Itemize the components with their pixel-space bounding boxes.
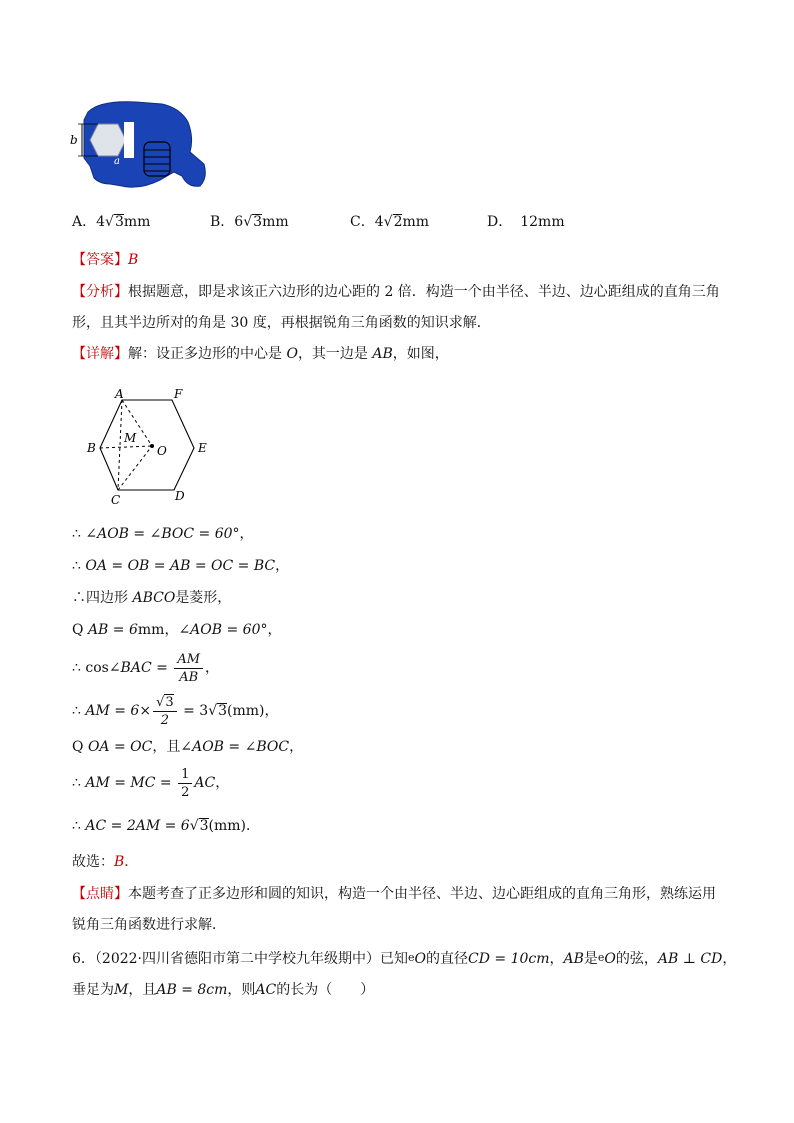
step-4: Q AB = 6mm，∠AOB = 60°，: [72, 622, 282, 638]
analysis-tag: 【分析】: [72, 284, 128, 300]
step-2: ∴ OA = OB = AB = OC = BC，: [72, 558, 290, 574]
hex-label-F: F: [174, 387, 183, 401]
option-b: B．6√3mm: [210, 214, 289, 230]
answer-tag: 【答案】: [72, 252, 128, 268]
comment-line-2: 锐角三角函数进行求解．: [72, 917, 226, 933]
sqrt-option-b: 3: [253, 214, 263, 230]
option-c: C．4√2mm: [350, 214, 430, 230]
segment-BO: [100, 446, 152, 448]
option-a: A．4√3mm: [72, 214, 151, 230]
sqrt-sign-icon: √: [189, 818, 199, 834]
step-3: ∴四边形 ABCO是菱形，: [72, 590, 232, 606]
hex-label-A: A: [115, 387, 124, 401]
hex-label-D: D: [175, 489, 185, 503]
answer-value: B: [128, 252, 139, 268]
hexagon-outline: [100, 400, 194, 490]
sqrt-option-c: 2: [393, 214, 403, 230]
sqrt-option-a: 3: [114, 214, 124, 230]
analysis-line-1: 【分析】根据题意，即是求该正六边形的边心距的 2 倍．构造一个由半径、半边、边心距组成的直角三角: [72, 284, 720, 300]
fraction-am-ab: $\frac{AM}{AB}$: [174, 651, 203, 686]
wrench-label-a: a: [114, 156, 120, 167]
step-9: ∴ AC = 2AM = 6√3(mm)．: [72, 818, 261, 834]
hexagon-figure: [80, 382, 220, 508]
analysis-line-2: 形，且其半边所对的角是 30 度，再根据锐角三角函数的知识求解．: [72, 315, 491, 331]
step-6: ∴ AM = 6× $\frac{√3}{2}$ = 3√3(mm)，: [72, 694, 279, 728]
hex-label-B: B: [87, 441, 96, 455]
wrench-label-b: b: [70, 133, 78, 147]
hex-nut-shape: [90, 124, 126, 156]
fraction-sqrt3-2: $\frac{√3}{2}$: [153, 694, 177, 729]
sqrt-sign-icon: √: [243, 214, 253, 230]
comment-line-1: 【点睛】本题考查了正多边形和圆的知识，构造一个由半径、半边、边心距组成的直角三角形，熟练运用: [72, 886, 716, 902]
sqrt-sign-icon: √: [208, 703, 218, 719]
sqrt-sign-icon: √: [383, 214, 393, 230]
step-8: ∴ AM = MC = $\frac{1}{2}$ AC，: [72, 766, 230, 800]
hex-label-C: C: [111, 493, 121, 507]
segment-AC: [118, 400, 122, 490]
question-6-line-2: 垂足为M，且AB = 8cm，则AC的长为（ ）: [72, 982, 375, 998]
sqrt-sign-icon: √: [156, 694, 165, 710]
segment-CO: [118, 446, 152, 490]
choice-line: 故选：B．: [72, 854, 139, 870]
fraction-1-2: $\frac{1}{2}$: [178, 766, 192, 801]
hex-label-M: M: [124, 431, 137, 445]
hex-label-O: O: [157, 444, 167, 458]
detail-tag: 【详解】: [72, 346, 128, 362]
sqrt-sign-icon: √: [105, 214, 114, 230]
question-6-line-1: 6．（2022·四川省德阳市第二中学校九年级期中）已知eO的直径CD = 10cm，AB是eO的弦，AB ⊥ CD，: [72, 951, 737, 967]
option-d: D． 12mm: [487, 214, 565, 230]
wrench-figure: [70, 100, 210, 192]
detail-intro: 【详解】解：设正多边形的中心是 O，其一边是 AB，如图，: [72, 346, 449, 362]
answer-line: [72, 250, 138, 270]
center-point-O: [150, 444, 154, 448]
jaw-slot-shape: [124, 122, 134, 158]
hex-label-E: E: [198, 441, 207, 455]
step-7: Q OA = OC，且∠AOB = ∠BOC，: [72, 739, 304, 755]
step-1: ∴ ∠AOB = ∠BOC = 60°，: [72, 526, 254, 542]
comment-tag: 【点睛】: [72, 886, 128, 902]
sqrt-step-9: 3: [199, 818, 209, 834]
step-5: ∴ cos∠BAC = $\frac{AM}{AB}$ ，: [72, 651, 220, 685]
sqrt-step-6: 3: [218, 703, 228, 719]
choice-value: B: [114, 854, 125, 870]
